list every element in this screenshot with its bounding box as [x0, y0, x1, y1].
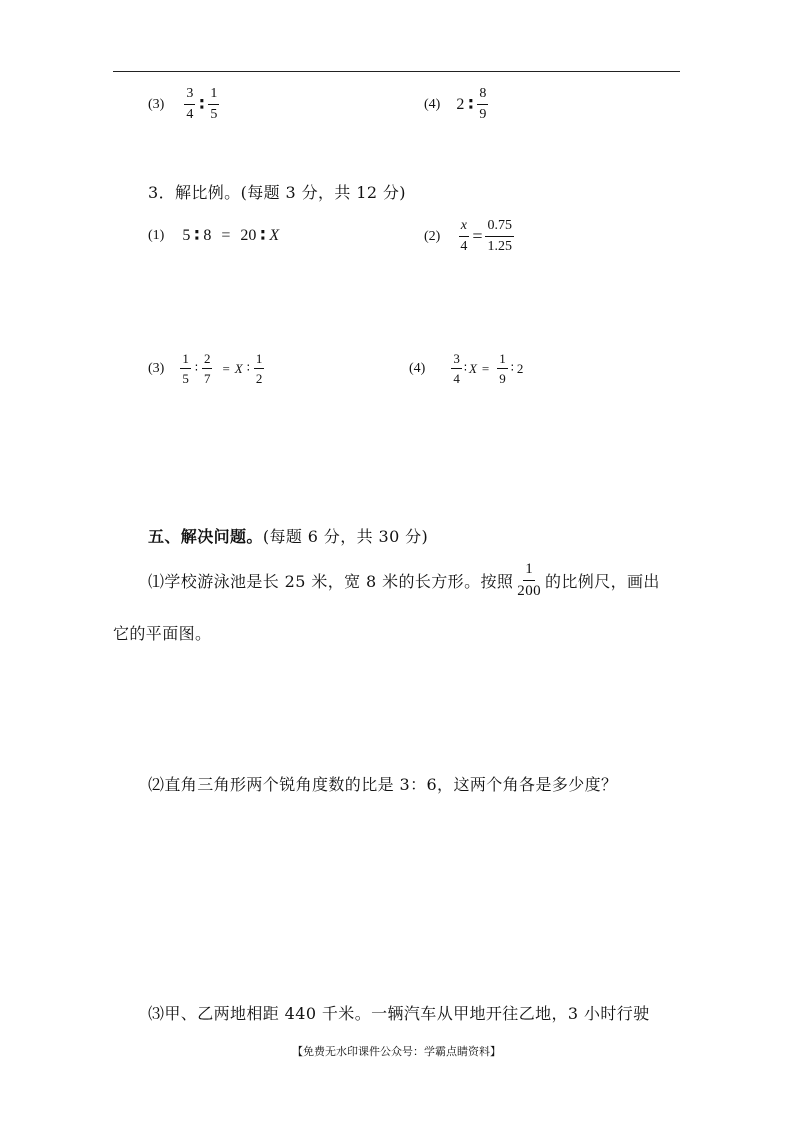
- ratio-sign: ∶: [260, 226, 266, 246]
- fraction: $\frac{1}{2}$: [255, 351, 263, 386]
- fraction: $\frac{1}{5}$: [210, 86, 218, 122]
- equals-sign: =: [222, 360, 230, 376]
- ratio-sign: ∶: [199, 94, 205, 115]
- problem-3-3: [148, 352, 264, 385]
- header-rule: [113, 71, 680, 72]
- problem-label: (3): [148, 96, 165, 112]
- fraction: $\frac{2}{7}$: [203, 351, 211, 386]
- section-5-points: (每题 6 分，共 30 分): [262, 527, 429, 546]
- fraction: $\frac{3}{4}$: [453, 351, 460, 386]
- ratio-sign: ∶: [510, 361, 514, 375]
- question-2: ⑵直角三角形两个锐角度数的比是 3：6，这两个角各是多少度？: [148, 775, 618, 794]
- unknown-x: X: [269, 227, 280, 244]
- fraction: $\frac{1}{5}$: [182, 351, 189, 386]
- footer-watermark: 【免费无水印课件公众号：学霸点睛资料】: [292, 1045, 501, 1058]
- question-3: ⑶甲、乙两地相距 440 千米。一辆汽车从甲地开往乙地，3 小时行驶: [148, 1004, 650, 1023]
- scale-fraction: $\frac{1}{200}$: [517, 561, 541, 599]
- operand: 8: [203, 227, 212, 244]
- section-5-title: 五、解决问题。: [148, 527, 263, 546]
- fraction: $\frac{0.75}{1.25}$: [487, 218, 512, 254]
- fraction: $\frac{x}{4}$: [460, 218, 468, 254]
- ratio-sign: ∶: [246, 361, 250, 375]
- question-1-text-cont: 的比例尺，画出: [545, 572, 660, 591]
- problem-label: (2): [424, 228, 441, 244]
- question-1-text: ⑴学校游泳池是长 25 米，宽 8 米的长方形。按照: [148, 572, 514, 591]
- fraction: $\frac{8}{9}$: [479, 86, 487, 122]
- problem-2-3: [148, 87, 219, 122]
- section-3-heading: 3．解比例。(每题 3 分，共 12 分): [148, 183, 406, 202]
- problem-label: (4): [424, 96, 441, 112]
- problem-3-1: [148, 226, 279, 246]
- operand: 20: [240, 227, 257, 244]
- ratio-sign: ∶: [194, 226, 200, 246]
- unknown-x: X: [468, 360, 477, 376]
- ratio-sign: ∶: [194, 361, 198, 375]
- problem-label: (4): [409, 360, 426, 376]
- operand: 2: [456, 95, 465, 113]
- equals-sign: =: [481, 360, 490, 376]
- problem-3-4: [409, 352, 523, 385]
- operand: 5: [182, 227, 191, 244]
- fraction: $\frac{1}{9}$: [499, 351, 506, 386]
- equals-sign: =: [221, 227, 231, 244]
- operand: 2: [516, 360, 524, 376]
- fraction: $\frac{3}{4}$: [186, 86, 194, 122]
- problem-2-4: [424, 87, 488, 122]
- question-1-line-2: 它的平面图。: [113, 624, 212, 643]
- section-5-heading: [148, 524, 428, 547]
- unknown-x: X: [234, 360, 243, 376]
- problem-label: (1): [148, 228, 165, 243]
- ratio-sign: ∶: [468, 94, 474, 115]
- ratio-sign: ∶: [463, 361, 467, 375]
- problem-label: (3): [148, 360, 165, 376]
- equals-sign: =: [472, 226, 483, 246]
- question-1-line-1: [148, 562, 660, 599]
- problem-3-2: [424, 219, 514, 254]
